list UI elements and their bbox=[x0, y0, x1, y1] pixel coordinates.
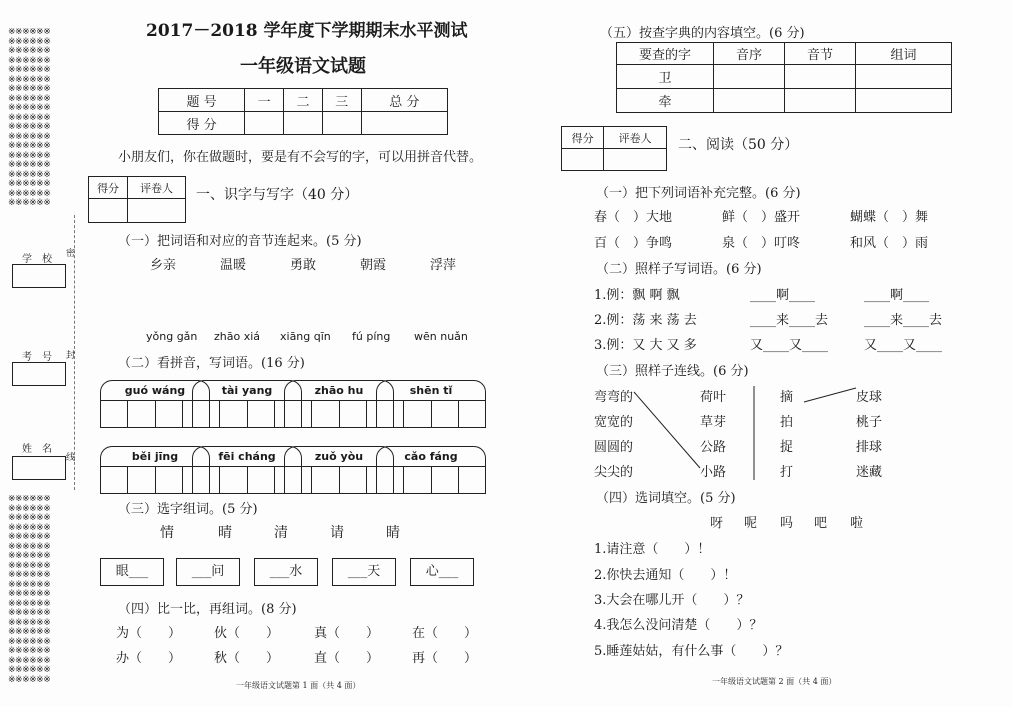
r1-item[interactable]: 鲜（ ）盛开 bbox=[722, 210, 801, 225]
q3-char: 请 bbox=[330, 525, 344, 541]
r4-item[interactable]: 4.我怎么没问清楚（ ）？ bbox=[594, 618, 763, 633]
q1-word: 浮萍 bbox=[430, 258, 457, 273]
pinyin-caption: běi jīng bbox=[100, 446, 210, 467]
dict-char: 卫 bbox=[617, 65, 714, 89]
r1-title: （一）把下列词语补充完整。(6 分) bbox=[596, 186, 801, 201]
exam-subtitle: 一年级语文试题 bbox=[240, 56, 366, 77]
score-row-label: 得 分 bbox=[159, 112, 245, 135]
score-cell[interactable] bbox=[322, 112, 361, 135]
section2-title: 二、阅读（50 分） bbox=[678, 137, 799, 153]
grader-score-label: 得分 bbox=[562, 127, 604, 149]
q1-word: 乡亲 bbox=[150, 258, 177, 273]
score-cell[interactable] bbox=[284, 112, 323, 135]
grader-cell[interactable] bbox=[604, 149, 667, 171]
pinyin-caption: tài yang bbox=[192, 380, 302, 401]
r2-blank[interactable]: 又____又____ bbox=[864, 338, 943, 353]
q4-item[interactable]: 直（ ） bbox=[314, 651, 380, 666]
grader-cell[interactable] bbox=[562, 149, 604, 171]
r2-example: 3.例：又 大 又 多 bbox=[594, 338, 697, 353]
q3-fill-box[interactable]: ___问 bbox=[176, 558, 240, 586]
r3-col1-item[interactable]: 尖尖的 bbox=[594, 465, 634, 480]
q1-pinyin: yǒng gǎn bbox=[146, 330, 198, 343]
r4-word: 吧 bbox=[814, 516, 828, 531]
r1-item[interactable]: 泉（ ）叮咚 bbox=[722, 236, 801, 251]
r2-example: 1.例：飘 啊 飘 bbox=[594, 288, 680, 303]
r4-item[interactable]: 3.大会在哪儿开（ ）？ bbox=[594, 593, 750, 608]
pinyin-caption: zuǒ yòu bbox=[284, 446, 394, 467]
q3-char: 清 bbox=[274, 525, 288, 541]
dictionary-table bbox=[616, 42, 952, 113]
dict-header: 要查的字 bbox=[617, 43, 714, 65]
grader-cell[interactable] bbox=[128, 199, 186, 223]
score-header-1: 一 bbox=[245, 89, 284, 112]
q1-word: 勇敢 bbox=[290, 258, 317, 273]
r2-example: 2.例：荡 来 荡 去 bbox=[594, 313, 697, 328]
pinyin-caption: fēi cháng bbox=[192, 446, 302, 467]
binding-pattern-bottom: ※※※※※※ ※※※※※※ ※※※※※※ ※※※※※※ ※※※※※※ ※※※※※※ ※※※※※※ ※※※※※※ ※※※※※※ ※※※※※※ ※※※※※※ ※※※※※※ ※※※※※※ ※※※※※※ ※※※※※※ ※※※※※※ ※※※※※※ ※※※※※※ ※※※※※※ ※※※※※※ bbox=[8, 495, 51, 685]
q3-char: 睛 bbox=[386, 525, 400, 541]
instruction-text: 小朋友们，你在做题时，要是有不会写的字，可以用拼音代替。 bbox=[118, 150, 483, 165]
exam-no-label: 考 号 bbox=[22, 352, 52, 363]
q4-item[interactable]: 办（ ） bbox=[116, 651, 182, 666]
r3-col4-item[interactable]: 皮球 bbox=[856, 390, 883, 405]
q2-title: （二）看拼音，写词语。(16 分) bbox=[118, 356, 305, 371]
q1-title: （一）把词语和对应的音节连起来。(5 分) bbox=[118, 234, 362, 249]
school-field[interactable] bbox=[12, 264, 66, 288]
q1-pinyin: zhāo xiá bbox=[214, 330, 261, 343]
dict-cell[interactable] bbox=[856, 65, 952, 89]
exam-no-field[interactable] bbox=[12, 362, 66, 386]
r1-item[interactable]: 和风（ ）雨 bbox=[850, 236, 929, 251]
r4-item[interactable]: 1.请注意（ ）！ bbox=[594, 542, 711, 557]
r3-col4-item[interactable]: 迷藏 bbox=[856, 465, 883, 480]
score-table bbox=[158, 88, 448, 135]
q3-char: 情 bbox=[160, 525, 174, 541]
r4-word: 呢 bbox=[744, 516, 758, 531]
r3-col2-item[interactable]: 公路 bbox=[700, 440, 727, 455]
grader-box-1 bbox=[88, 176, 186, 223]
grader-score-label: 得分 bbox=[89, 177, 128, 199]
r3-col1-item[interactable]: 圆圆的 bbox=[594, 440, 634, 455]
r1-item[interactable]: 蝴蝶（ ）舞 bbox=[850, 210, 929, 225]
match-line-zhai-taozi bbox=[804, 388, 856, 402]
q3-fill-box[interactable]: ___天 bbox=[332, 558, 396, 586]
r2-title: （二）照样子写词语。(6 分) bbox=[596, 262, 762, 277]
q3-fill-box[interactable]: 心___ bbox=[410, 558, 474, 586]
q1-word: 朝霞 bbox=[360, 258, 387, 273]
r4-word: 呀 bbox=[710, 516, 724, 531]
q4-title: （四）比一比，再组词。(8 分) bbox=[118, 602, 297, 617]
r2-blank[interactable]: ____来____去 bbox=[750, 313, 829, 328]
dict-cell[interactable] bbox=[714, 89, 785, 113]
r3-col3-item[interactable]: 打 bbox=[780, 465, 794, 480]
r3-col3-item[interactable]: 拍 bbox=[780, 415, 794, 430]
r2-blank[interactable]: ____啊____ bbox=[750, 288, 816, 303]
section1-title: 一、识字与写字（40 分） bbox=[196, 187, 359, 203]
r1-item[interactable]: 百（ ）争鸣 bbox=[594, 236, 673, 251]
r2-blank[interactable]: ____来____去 bbox=[864, 313, 943, 328]
q3-char: 晴 bbox=[218, 525, 232, 541]
pinyin-caption: shēn tǐ bbox=[376, 380, 486, 401]
seal-mark-2: 封 bbox=[66, 351, 76, 361]
score-header-total: 总 分 bbox=[361, 89, 447, 112]
r3-col3-item[interactable]: 捉 bbox=[780, 440, 794, 455]
grader-box-2 bbox=[561, 126, 667, 171]
r3-title: （三）照样子连线。(6 分) bbox=[596, 364, 749, 379]
score-header-3: 三 bbox=[322, 89, 361, 112]
q3-title: （三）选字组词。(5 分) bbox=[118, 502, 258, 517]
dict-cell[interactable] bbox=[856, 89, 952, 113]
grader-cell[interactable] bbox=[89, 199, 128, 223]
dict-cell[interactable] bbox=[785, 89, 856, 113]
q3-fill-box[interactable]: 眼___ bbox=[100, 558, 164, 586]
score-cell[interactable] bbox=[245, 112, 284, 135]
r3-col2-item[interactable]: 草芽 bbox=[700, 415, 727, 430]
r3-col1-item[interactable]: 弯弯的 bbox=[594, 390, 634, 405]
q1-pinyin: wēn nuǎn bbox=[414, 330, 468, 343]
r4-title: （四）选词填空。(5 分) bbox=[596, 491, 736, 506]
dict-cell[interactable] bbox=[785, 65, 856, 89]
q4-item[interactable]: 在（ ） bbox=[412, 626, 478, 641]
left-page-footer: 一年级语文试题第 1 面（共 4 面） bbox=[236, 681, 361, 690]
score-header-label: 题 号 bbox=[159, 89, 245, 112]
match-line-wanwan-xiaolu bbox=[634, 392, 700, 468]
r4-word: 吗 bbox=[780, 516, 794, 531]
score-header-2: 二 bbox=[284, 89, 323, 112]
r3-col2-item[interactable]: 小路 bbox=[700, 465, 727, 480]
dict-char: 牵 bbox=[617, 89, 714, 113]
dict-header: 音节 bbox=[785, 43, 856, 65]
pinyin-caption: cǎo fáng bbox=[376, 446, 486, 467]
r3-col4-item[interactable]: 桃子 bbox=[856, 415, 883, 430]
q4-item[interactable]: 再（ ） bbox=[412, 651, 478, 666]
name-field[interactable] bbox=[12, 456, 66, 480]
q4-item[interactable]: 为（ ） bbox=[116, 626, 182, 641]
q1-pinyin: fú píng bbox=[352, 330, 391, 343]
grader-name-label: 评卷人 bbox=[128, 177, 186, 199]
r1-item[interactable]: 春（ ）大地 bbox=[594, 210, 673, 225]
dict-header: 组词 bbox=[856, 43, 952, 65]
binding-pattern-top: ※※※※※※ ※※※※※※ ※※※※※※ ※※※※※※ ※※※※※※ ※※※※※※ ※※※※※※ ※※※※※※ ※※※※※※ ※※※※※※ ※※※※※※ ※※※※※※ ※※※※※※ ※※※※※※ ※※※※※※ ※※※※※※ ※※※※※※ ※※※※※※ ※※※※※※ bbox=[8, 28, 51, 208]
q4-item[interactable]: 真（ ） bbox=[314, 626, 380, 641]
r3-col4-item[interactable]: 排球 bbox=[856, 440, 883, 455]
matching-example-lines bbox=[590, 380, 920, 490]
q5-title: （五）按查字典的内容填空。(6 分) bbox=[600, 26, 805, 41]
r3-col3-item[interactable]: 摘 bbox=[780, 390, 794, 405]
r3-col2-item[interactable]: 荷叶 bbox=[700, 390, 727, 405]
q4-item[interactable]: 伙（ ） bbox=[214, 626, 280, 641]
q4-item[interactable]: 秋（ ） bbox=[214, 651, 280, 666]
q1-pinyin: xiāng qīn bbox=[280, 330, 331, 343]
r4-word: 啦 bbox=[850, 516, 864, 531]
q3-fill-box[interactable]: ___水 bbox=[254, 558, 318, 586]
pinyin-write-box[interactable] bbox=[376, 380, 488, 428]
right-page-footer: 一年级语文试题第 2 面（共 4 面） bbox=[712, 677, 837, 686]
r2-blank[interactable]: ____啊____ bbox=[864, 288, 930, 303]
seal-mark-3: 线 bbox=[66, 453, 76, 463]
pinyin-caption: zhāo hu bbox=[284, 380, 394, 401]
pinyin-caption: guó wáng bbox=[100, 380, 210, 401]
dict-cell[interactable] bbox=[714, 65, 785, 89]
grader-name-label: 评卷人 bbox=[604, 127, 667, 149]
exam-title: 2017－2018 学年度下学期期末水平测试 bbox=[146, 21, 468, 41]
pinyin-write-box[interactable] bbox=[376, 446, 488, 494]
r3-col1-item[interactable]: 宽宽的 bbox=[594, 415, 634, 430]
seal-mark-1: 密 bbox=[66, 249, 76, 259]
dict-header: 音序 bbox=[714, 43, 785, 65]
r4-item[interactable]: 2.你快去通知（ ）！ bbox=[594, 568, 737, 583]
r2-blank[interactable]: 又____又____ bbox=[750, 338, 829, 353]
q1-word: 温暖 bbox=[220, 258, 247, 273]
school-label: 学 校 bbox=[22, 254, 52, 265]
score-cell[interactable] bbox=[361, 112, 447, 135]
r4-item[interactable]: 5.睡莲姑姑，有什么事（ ）？ bbox=[594, 644, 789, 659]
name-label: 姓 名 bbox=[22, 444, 52, 455]
